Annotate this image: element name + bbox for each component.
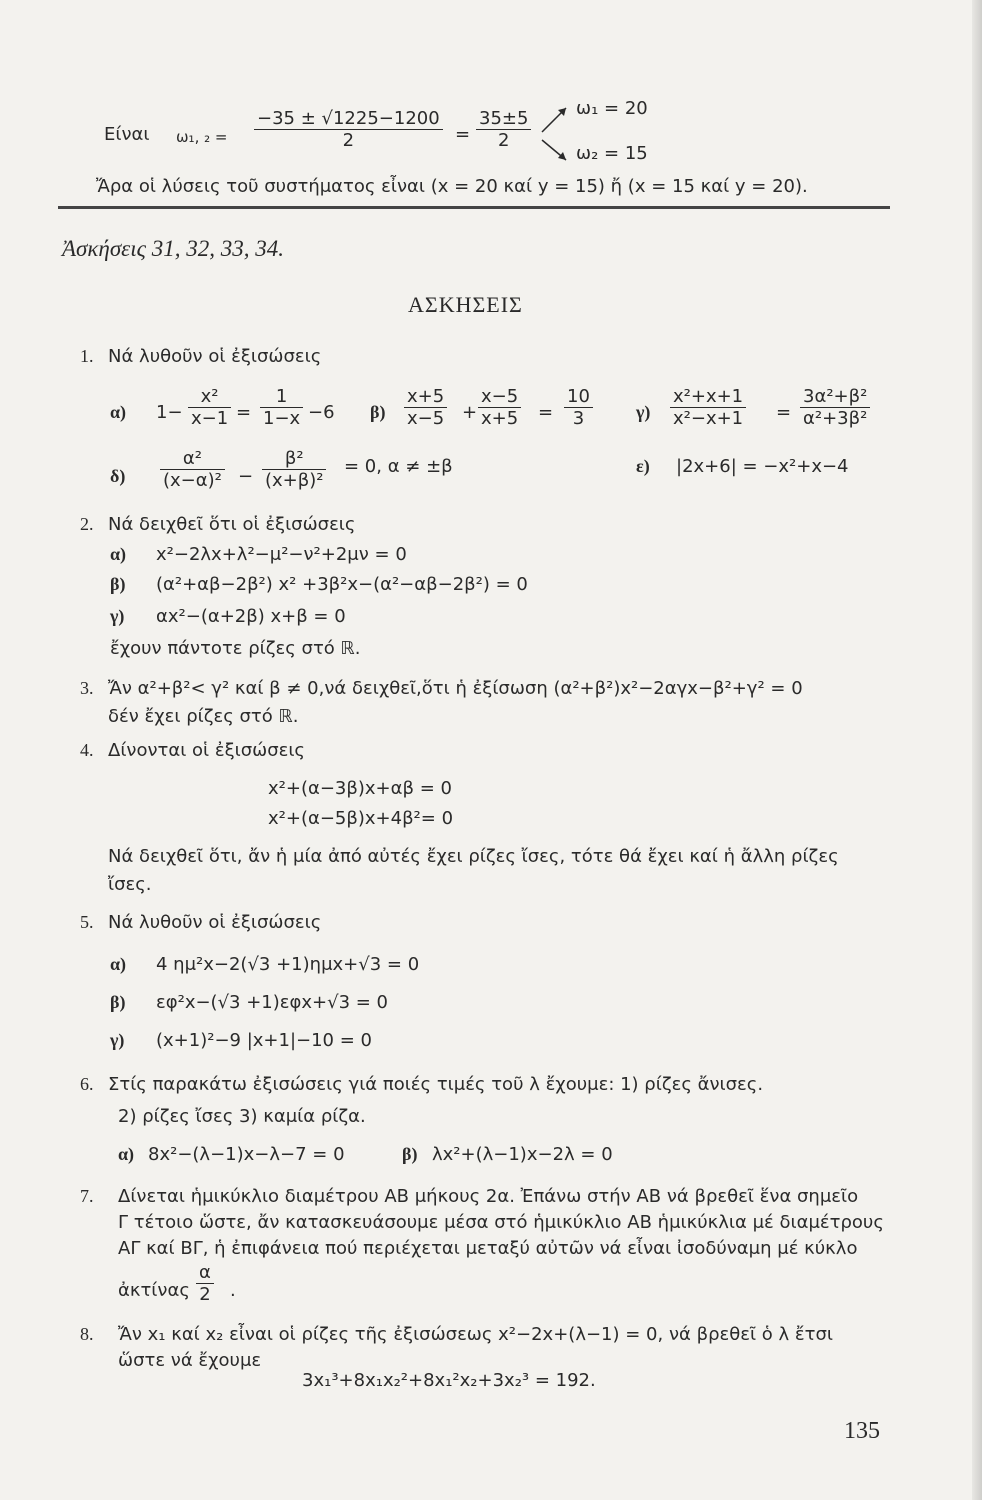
ex2-b-label: β) [110,574,126,594]
ex1-number: 1. [80,346,94,366]
ex6-line2: 2) ρίζες ἴσες 3) καμία ρίζα. [118,1106,366,1127]
ex2-text: Νά δειχθεῖ ὅτι οἱ ἐξισώσεις [108,514,356,535]
ex5-text: Νά λυθοῦν οἱ ἐξισώσεις [108,912,322,933]
ex1-g-eq: = [776,402,792,423]
ex7-frac-den: 2 [196,1283,214,1305]
ex7-line2: Γ τέτοιο ὥστε, ἄν κατασκευάσουμε μέσα στό ἡμικύκλιο ΑΒ ἡμικύκλια μέ διαμέτρους [118,1212,884,1233]
ex7-line1: Δίνεται ἡμικύκλιο διαμέτρου ΑΒ μήκους 2α. Ἐπάνω στήν ΑΒ νά βρεθεῖ ἕνα σημεῖο [118,1186,859,1207]
ex1-g-frac2 [800,386,870,429]
intro-einai: Είναι [104,124,150,145]
ex5-g-label: γ) [110,1030,125,1050]
ex1-d-frac2 [262,448,326,491]
intro-eq: = [455,124,471,145]
ex6-number: 6. [80,1074,94,1094]
intro-frac1-num: −35 ± √1225−1200 [257,108,440,129]
ex4-line2: ἴσες. [108,874,152,895]
ex1-a-eq: = [236,402,252,423]
ex5-b-label: β) [110,992,126,1012]
ex8-number: 8. [80,1324,94,1344]
divider-rule [58,206,890,209]
ex4-line1: Νά δειχθεῖ ὅτι, ἄν ἡ μία ἀπό αὐτές ἔχει ρίζες ἴσες, τότε θά ἔχει καί ἡ ἄλλη ρίζες [108,846,839,867]
ex1-a-frac1 [188,386,231,429]
intro-solutions: Ἄρα οἱ λύσεις τοῦ συστήματος εἶναι (x = 20 καί y = 15) ἤ (x = 15 καί y = 20). [96,176,808,197]
ex1-a-frac2-den: 1−x [260,407,303,429]
ex1-d-label: δ) [110,466,126,486]
ex1-d-frac1 [160,448,225,491]
ex1-d-frac1-den: (x−α)² [160,469,225,491]
ex1-d-tail: = 0, α ≠ ±β [344,456,453,477]
ex1-d-frac2-den: (x+β)² [262,469,326,491]
ex7-period: . [230,1280,236,1301]
ex8-line1: Ἄν x₁ καί x₂ εἶναι οἱ ρίζες τῆς ἐξισώσεως x²−2x+(λ−1) = 0, νά βρεθεῖ ὁ λ ἔτσι [118,1324,833,1345]
ex4-eq2: x²+(α−5β)x+4β²= 0 [268,808,454,829]
ex1-e-text: |2x+6| = −x²+x−4 [676,456,849,477]
ex7-frac [196,1262,214,1305]
ex2-tail: ἔχουν πάντοτε ρίζες στό ℝ. [110,638,361,659]
ex6-a-label: α) [118,1144,135,1164]
branch-arrows [540,100,570,170]
page-edge-shadow [972,0,982,1500]
ex1-g-frac1 [670,386,746,429]
ex5-g: (x+1)²−9 |x+1|−10 = 0 [156,1030,372,1051]
ex1-a-frac1-den: x−1 [188,407,231,429]
ex4-number: 4. [80,740,94,760]
ex1-a-lead: 1− [156,402,183,423]
ex1-e-label: ε) [636,456,650,476]
ex1-b-frac1 [404,386,447,429]
ex1-a-frac2 [260,386,303,429]
ex8-eq: 3x₁³+8x₁x₂²+8x₁²x₂+3x₂³ = 192. [302,1370,596,1391]
intro-frac2-den: 2 [476,129,531,151]
ex1-g-frac1-den: x²−x+1 [670,407,746,429]
ex1-b-frac1-num: x+5 [407,386,445,407]
intro-omega1: ω₁ = 20 [576,98,648,119]
ex1-b-plus: + [462,402,478,423]
intro-omega12: ω₁, ₂ = [176,128,228,146]
ex6-b: λx²+(λ−1)x−2λ = 0 [432,1144,613,1165]
ex6-a: 8x²−(λ−1)x−λ−7 = 0 [148,1144,345,1165]
section-title: ΑΣΚΗΣΕΙΣ [408,292,523,317]
ex5-number: 5. [80,912,94,932]
ex1-a-frac2-num: 1 [275,386,288,407]
ex2-b: (α²+αβ−2β²) x² +3β²x−(α²−αβ−2β²) = 0 [156,574,528,595]
ex1-g-label: γ) [636,402,651,422]
ex3-line2: δέν ἔχει ρίζες στό ℝ. [108,706,299,727]
ex7-line4: ἀκτίνας [118,1280,190,1301]
intro-frac1 [254,108,443,151]
ex1-b-frac3 [564,386,593,429]
ex2-g: αx²−(α+2β) x+β = 0 [156,606,346,627]
askiseis-ref: Ἀσκήσεις 31, 32, 33, 34. [62,236,284,261]
ex7-frac-num: α [199,1262,211,1283]
ex5-b: εφ²x−(√3 +1)εφx+√3 = 0 [156,992,389,1013]
ex2-a-label: α) [110,544,127,564]
intro-frac1-den: 2 [254,129,443,151]
ex1-g-frac2-den: α²+3β² [800,407,870,429]
ex1-g-frac1-num: x²+x+1 [673,386,744,407]
intro-frac2 [476,108,531,151]
ex1-b-frac3-num: 10 [567,386,590,407]
ex6-b-label: β) [402,1144,418,1164]
ex1-a-label: α) [110,402,127,422]
ex2-number: 2. [80,514,94,534]
ex1-b-frac3-den: 3 [564,407,593,429]
ex1-g-frac2-num: 3α²+β² [803,386,868,407]
ex7-number: 7. [80,1186,94,1206]
ex1-b-eq: = [538,402,554,423]
ex3-number: 3. [80,678,94,698]
intro-frac2-num: 35±5 [479,108,529,129]
ex1-b-label: β) [370,402,386,422]
ex5-a-label: α) [110,954,127,974]
ex3-line1: Ἄν α²+β²< γ² καί β ≠ 0,νά δειχθεῖ,ὅτι ἡ ἐξίσωση (α²+β²)x²−2αγx−β²+γ² = 0 [108,678,803,699]
ex1-d-frac2-num: β² [284,448,304,469]
ex7-line3: ΑΓ καί ΒΓ, ἡ ἐπιφάνεια πού περιέχεται μεταξύ αὐτῶν νά εἶναι ἰσοδύναμη μέ κύκλο [118,1238,858,1259]
ex4-eq1: x²+(α−3β)x+αβ = 0 [268,778,452,799]
ex1-d-frac1-num: α² [182,448,202,469]
ex1-b-frac2-den: x+5 [478,407,521,429]
ex4-text: Δίνονται οἱ ἐξισώσεις [108,740,305,761]
ex1-b-frac2-num: x−5 [481,386,519,407]
intro-omega2: ω₂ = 15 [576,143,648,164]
ex1-a-frac1-num: x² [200,386,219,407]
ex1-a-tail: −6 [308,402,335,423]
page-number: 135 [844,1418,880,1444]
ex1-text: Νά λυθοῦν οἱ ἐξισώσεις [108,346,322,367]
ex8-line2: ὥστε νά ἔχουμε [118,1350,262,1371]
ex1-b-frac2 [478,386,521,429]
ex1-d-minus: − [238,466,254,487]
ex1-b-frac1-den: x−5 [404,407,447,429]
ex2-a: x²−2λx+λ²−μ²−ν²+2μν = 0 [156,544,407,565]
ex6-line1: Στίς παρακάτω ἐξισώσεις γιά ποιές τιμές τοῦ λ ἔχουμε: 1) ρίζες ἄνισες. [108,1074,764,1095]
ex5-a: 4 ημ²x−2(√3 +1)ημx+√3 = 0 [156,954,420,975]
ex2-g-label: γ) [110,606,125,626]
